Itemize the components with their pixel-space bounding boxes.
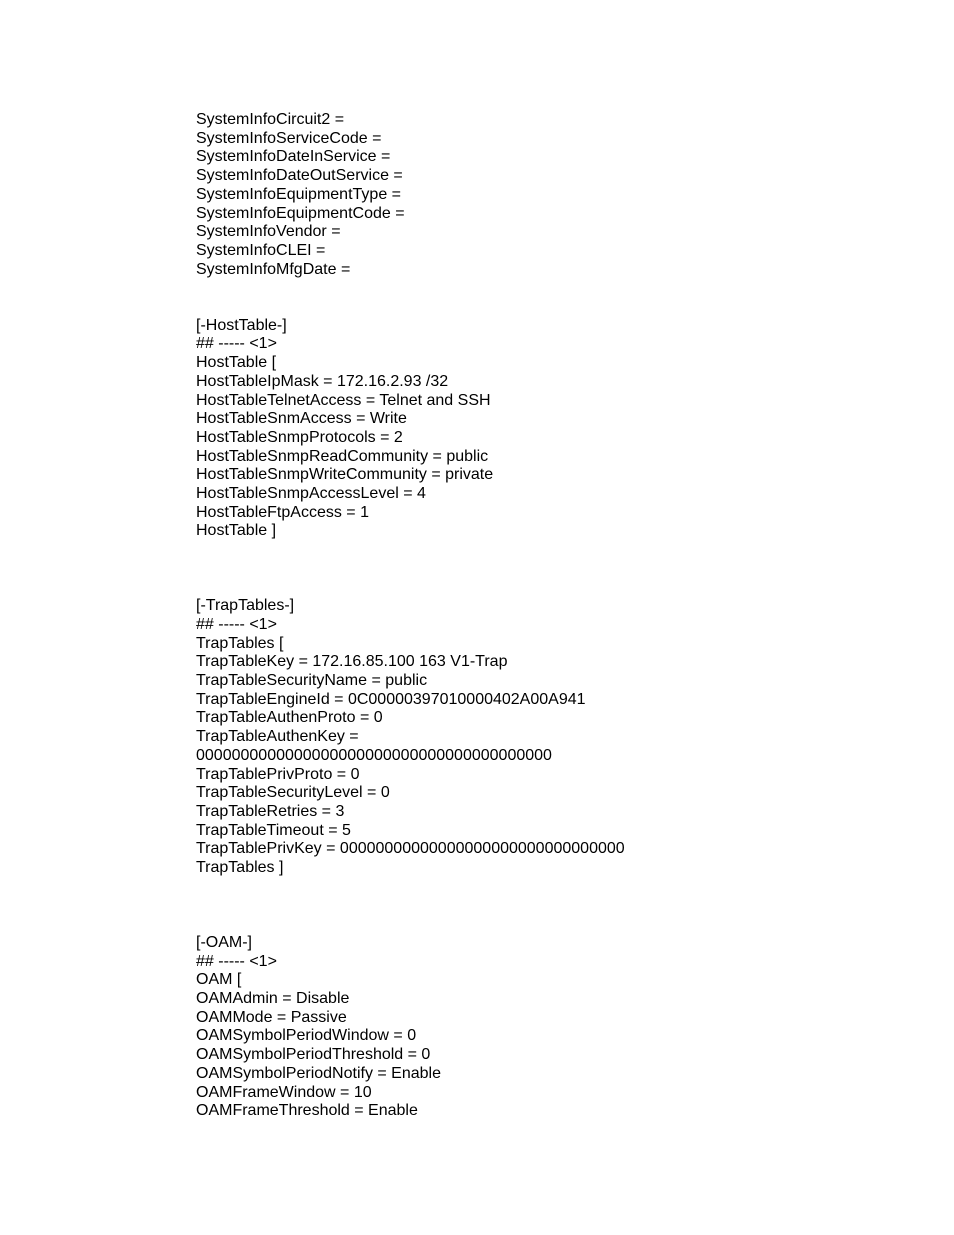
config-line: OAMFrameThreshold = Enable xyxy=(196,1102,418,1120)
section-header: [-OAM-] xyxy=(196,933,252,951)
config-line: SystemInfoEquipmentCode = xyxy=(196,204,405,222)
config-line: SystemInfoServiceCode = xyxy=(196,129,382,147)
config-line: SystemInfoMfgDate = xyxy=(196,260,351,278)
config-line: HostTable [ xyxy=(196,354,277,372)
config-line: TrapTableTimeout = 5 xyxy=(196,821,351,839)
config-line: OAMSymbolPeriodWindow = 0 xyxy=(196,1027,417,1045)
config-line: HostTableSnmAccess = Write xyxy=(196,410,407,428)
config-line: TrapTablePrivKey = 00000000000000000000000000000000 xyxy=(196,840,625,858)
config-line: HostTableSnmpProtocols = 2 xyxy=(196,428,403,446)
config-line: OAMMode = Passive xyxy=(196,1008,347,1026)
config-line: SystemInfoCircuit2 = xyxy=(196,111,345,128)
config-line: HostTable ] xyxy=(196,522,277,540)
section-spacer xyxy=(196,279,916,316)
config-line: SystemInfoEquipmentType = xyxy=(196,185,401,203)
config-line: TrapTableEngineId = 0C00000397010000402A00A941 xyxy=(196,690,586,708)
config-line: SystemInfoVendor = xyxy=(196,223,341,241)
oam-section xyxy=(196,934,916,1121)
config-line: TrapTables [ xyxy=(196,634,284,652)
config-line: TrapTableAuthenKey = xyxy=(196,728,359,746)
config-line: HostTableSnmpReadCommunity = public xyxy=(196,447,489,465)
config-line: OAMSymbolPeriodNotify = Enable xyxy=(196,1064,441,1082)
systeminfo-section xyxy=(196,111,916,279)
section-index: ## ----- <1> xyxy=(196,952,277,970)
config-line: 0000000000000000000000000000000000000000 xyxy=(196,746,552,764)
section-spacer xyxy=(196,878,916,934)
config-line: TrapTables ] xyxy=(196,859,284,877)
config-line: HostTableIpMask = 172.16.2.93 /32 xyxy=(196,372,449,390)
config-line: TrapTableSecurityName = public xyxy=(196,672,428,690)
traptables-section xyxy=(196,597,916,878)
section-index: ## ----- <1> xyxy=(196,615,277,633)
section-spacer xyxy=(196,541,916,597)
document-page xyxy=(196,111,916,1121)
hosttable-section xyxy=(196,317,916,541)
config-line: TrapTableKey = 172.16.85.100 163 V1-Trap xyxy=(196,653,508,671)
section-header: [-HostTable-] xyxy=(196,316,287,334)
config-line: SystemInfoDateOutService = xyxy=(196,167,403,185)
config-line: OAM [ xyxy=(196,971,242,989)
section-header: [-TrapTables-] xyxy=(196,597,295,615)
config-line: SystemInfoDateInService = xyxy=(196,148,391,166)
config-line: OAMFrameWindow = 10 xyxy=(196,1083,372,1101)
config-line: TrapTablePrivProto = 0 xyxy=(196,765,360,783)
config-line: HostTableSnmpAccessLevel = 4 xyxy=(196,485,426,503)
config-line: TrapTableAuthenProto = 0 xyxy=(196,709,383,727)
section-index: ## ----- <1> xyxy=(196,335,277,353)
config-line: OAMAdmin = Disable xyxy=(196,990,350,1007)
config-line: TrapTableRetries = 3 xyxy=(196,802,345,820)
config-line: HostTableSnmpWriteCommunity = private xyxy=(196,466,494,484)
config-line: OAMSymbolPeriodThreshold = 0 xyxy=(196,1046,431,1064)
config-line: HostTableTelnetAccess = Telnet and SSH xyxy=(196,391,491,409)
config-line: SystemInfoCLEI = xyxy=(196,241,326,259)
config-line: TrapTableSecurityLevel = 0 xyxy=(196,784,390,802)
config-line: HostTableFtpAccess = 1 xyxy=(196,503,369,521)
